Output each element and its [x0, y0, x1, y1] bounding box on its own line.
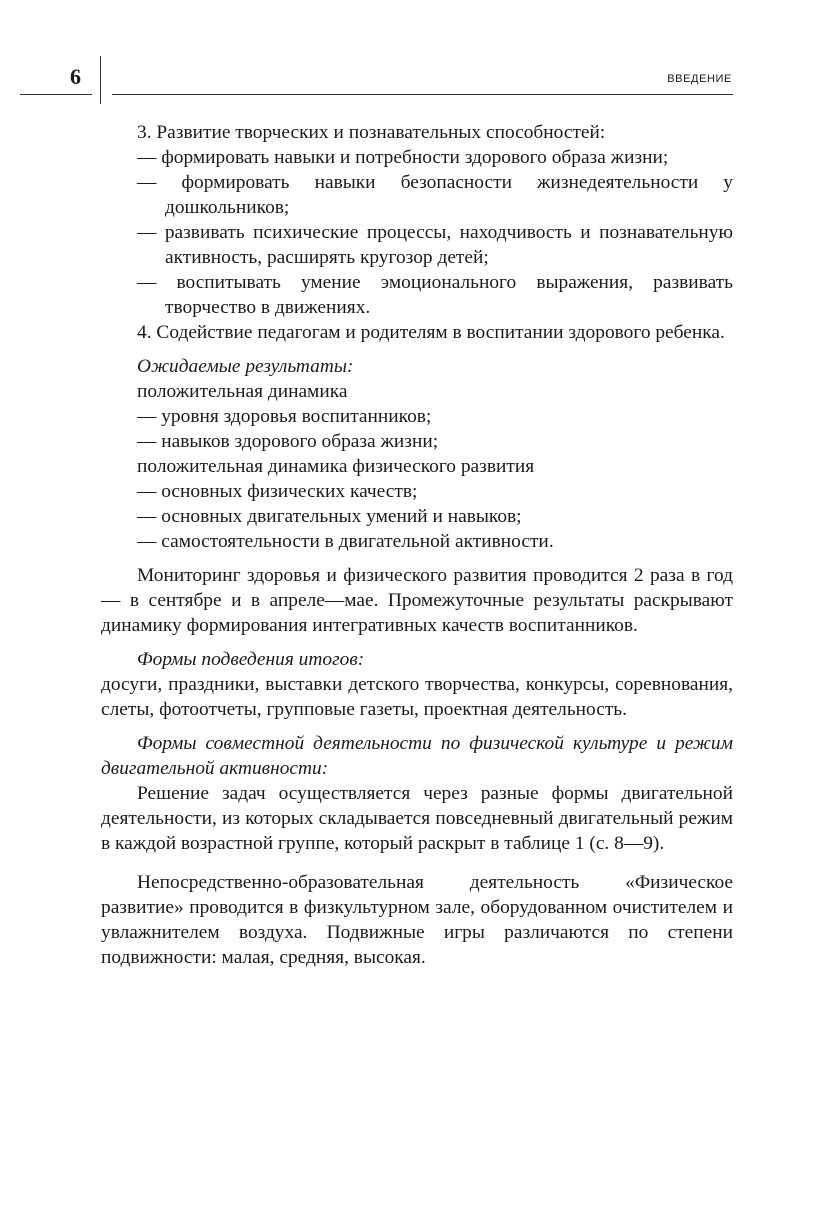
- task-bullet: — воспитывать умение эмоционального выражения, развивать творчество в движениях.: [137, 272, 733, 318]
- header-vertical-rule: [100, 56, 101, 104]
- summary-forms-heading: Формы подведения итогов:: [137, 649, 365, 670]
- results-line: — навыков здорового образа жизни;: [137, 431, 439, 452]
- page-number: 6: [70, 64, 81, 89]
- header-rule-right: [112, 94, 733, 95]
- running-head: ВВЕДЕНИЕ: [667, 73, 732, 85]
- joint-activity-heading: Формы совместной деятельности по физической культуре и режим двигательной активности:: [101, 733, 733, 779]
- direct-education-paragraph: Непосредственно-образовательная деятельность «Физическое развитие» проводится в физкультурном зале, оборудованном очистителем и увлажнителем воздуха. Подвижные игры различаются по степени подвижности: малая, средняя, высокая.: [101, 872, 733, 968]
- results-line: — основных физических качеств;: [137, 481, 418, 502]
- task-bullet: — формировать навыки безопасности жизнедеятельности у дошкольников;: [137, 172, 733, 218]
- results-line: положительная динамика физического развития: [137, 456, 535, 477]
- summary-forms-text: досуги, праздники, выставки детского творчества, конкурсы, соревнования, слеты, фотоотчеты, групповые газеты, проектная деятельность.: [101, 674, 733, 720]
- task-item-4: 4. Содействие педагогам и родителям в воспитании здорового ребенка.: [137, 322, 725, 343]
- results-line: — самостоятельности в двигательной активности.: [137, 531, 554, 552]
- task-bullet: — развивать психические процессы, находчивость и познавательную активность, расширять кругозор детей;: [137, 222, 733, 268]
- results-heading: Ожидаемые результаты:: [137, 356, 354, 377]
- task-item-3: 3. Развитие творческих и познавательных способностей:: [137, 122, 606, 143]
- header-rule-left: [20, 94, 92, 95]
- results-line: — основных двигательных умений и навыков;: [137, 506, 522, 527]
- joint-activity-text: Решение задач осуществляется через разные формы двигательной деятельности, из которых складывается повседневный двигательный режим в каждой возрастной группе, который раскрыт в таблице 1 (с. 8—9).: [101, 783, 733, 854]
- results-line: — уровня здоровья воспитанников;: [137, 406, 432, 427]
- results-line: положительная динамика: [137, 381, 348, 402]
- page-content: [101, 120, 733, 970]
- monitoring-paragraph: Мониторинг здоровья и физического развития проводится 2 раза в год — в сентябре и в апреле—мае. Промежуточные результаты раскрывают динамику формирования интегративных качеств воспитанников.: [101, 565, 733, 636]
- task-bullet: — формировать навыки и потребности здорового образа жизни;: [137, 147, 669, 168]
